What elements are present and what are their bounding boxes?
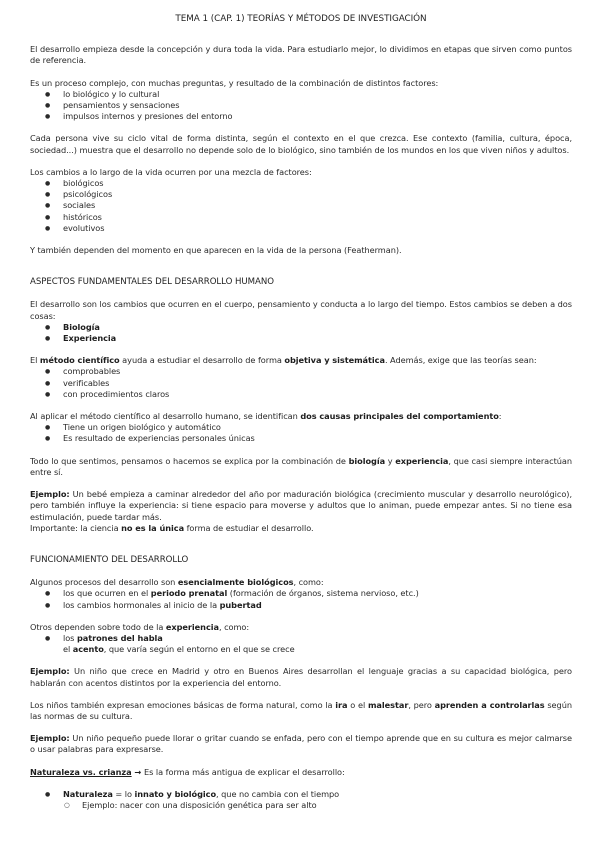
example-paragraph: Ejemplo: Un niño pequeño puede llorar o gritar cuando se enfada, pero con el tiempo aprende que en su cultura es mejor calmarse o usar palabras para expresarse. xyxy=(30,733,572,755)
nature-sublist xyxy=(30,800,572,811)
change-factors-list xyxy=(30,178,572,234)
list-item: ● evolutivos xyxy=(63,223,572,234)
intro-paragraph: Y también dependen del momento en que aparecen en la vida de la persona (Featherman). xyxy=(30,245,402,256)
paragraph: Otros dependen sobre todo de la experiencia, como: xyxy=(30,621,250,632)
list-item: ● Es resultado de experiencias personales únicas xyxy=(63,433,572,444)
list-item: ○ Ejemplo: nacer con una disposición genética para ser alto xyxy=(82,800,572,811)
list-item: ● impulsos internos y presiones del entorno xyxy=(63,111,572,122)
list-item: ● comprobables xyxy=(63,366,572,377)
list-item: ● lo biológico y lo cultural xyxy=(63,89,572,100)
list-item: ● Tiene un origen biológico y automático xyxy=(63,422,572,433)
list-item: ● los cambios hormonales al inicio de la pubertad xyxy=(63,600,572,611)
section-heading: FUNCIONAMIENTO DEL DESARROLLO xyxy=(30,554,189,565)
behavior-causes-list xyxy=(30,422,572,444)
nature-list xyxy=(30,789,572,800)
list-item: ● Naturaleza = lo innato y biológico, que no cambia con el tiempo xyxy=(63,789,572,800)
bold-text: Biología xyxy=(63,321,100,332)
factors-list xyxy=(30,89,572,123)
intro-paragraph: Los cambios a lo largo de la vida ocurren por una mezcla de factores: xyxy=(30,166,312,177)
biological-list xyxy=(30,588,572,610)
bold-text: Experiencia xyxy=(63,333,117,344)
theory-requirements-list xyxy=(30,366,572,400)
list-item: ● sociales xyxy=(63,200,572,211)
paragraph: Algunos procesos del desarrollo son esencialmente biológicos, como: xyxy=(30,577,324,588)
list-item: ● los que ocurren en el periodo prenatal (formación de órganos, sistema nervioso, etc.) xyxy=(63,588,572,599)
experience-list xyxy=(30,633,572,644)
document-page xyxy=(30,14,572,811)
list-continuation: el acento, que varía según el entorno en el que se crece xyxy=(63,644,295,655)
paragraph: Todo lo que sentimos, pensamos o hacemos se explica por la combinación de biología y experiencia, que casi siempre interactúan entre sí. xyxy=(30,455,572,477)
causes-list xyxy=(30,322,572,344)
list-item xyxy=(63,322,572,333)
list-item: ● psicológicos xyxy=(63,189,572,200)
intro-paragraph: Cada persona vive su ciclo vital de forma distinta, según el contexto en el que crezca. Ese contexto (familia, cultura, época, sociedad...) muestra que el desarrollo no depende solo de lo biológico, sino también de los mundos en los que viven niños y adultos. xyxy=(30,133,572,155)
example-paragraph: Ejemplo: Un niño que crece en Madrid y otro en Buenos Aires desarrollan el lenguaje gracias a su capacidad biológica, pero hablarán con acentos distintos por la experiencia del entorno. xyxy=(30,666,572,688)
list-item: ● biológicos xyxy=(63,178,572,189)
list-item: ● pensamientos y sensaciones xyxy=(63,100,572,111)
paragraph: Al aplicar el método científico al desarrollo humano, se identifican dos causas principales del comportamiento: xyxy=(30,411,502,422)
paragraph: El método científico ayuda a estudiar el desarrollo de forma objetiva y sistemática. Además, exige que las teorías sean: xyxy=(30,355,537,366)
list-item: ● los patrones del habla xyxy=(63,633,572,644)
paragraph: Los niños también expresan emociones básicas de forma natural, como la ira o el malestar, pero aprenden a controlarlas según las normas de su cultura. xyxy=(30,699,572,721)
list-item: ● históricos xyxy=(63,212,572,223)
section-heading: ASPECTOS FUNDAMENTALES DEL DESARROLLO HUMANO xyxy=(30,277,274,288)
list-item: ● con procedimientos claros xyxy=(63,389,572,400)
list-item xyxy=(63,333,572,344)
list-item: ● verificables xyxy=(63,378,572,389)
paragraph: El desarrollo son los cambios que ocurren en el cuerpo, pensamiento y conducta a lo largo del tiempo. Estos cambios se deben a dos cosas: xyxy=(30,299,572,321)
nature-nurture-line: Naturaleza vs. crianza → Es la forma más antigua de explicar el desarrollo: xyxy=(30,766,345,777)
important-note: Importante: la ciencia no es la única forma de estudiar el desarrollo. xyxy=(30,522,314,533)
intro-paragraph: Es un proceso complejo, con muchas preguntas, y resultado de la combinación de distintos factores: xyxy=(30,77,439,88)
intro-paragraph: El desarrollo empieza desde la concepción y dura toda la vida. Para estudiarlo mejor, lo dividimos en etapas que sirven como puntos de referencia. xyxy=(30,44,572,66)
page-title: TEMA 1 (CAP. 1) TEORÍAS Y MÉTODOS DE INVESTIGACIÓN xyxy=(175,14,427,24)
example-paragraph: Ejemplo: Un bebé empieza a caminar alrededor del año por maduración biológica (crecimiento muscular y desarrollo neurológico), pero también influye la experiencia: si tiene espacio para moverse y adultos que lo animan, puede empezar antes. Si no tiene esa estimulación, puede tardar más. xyxy=(30,489,572,522)
